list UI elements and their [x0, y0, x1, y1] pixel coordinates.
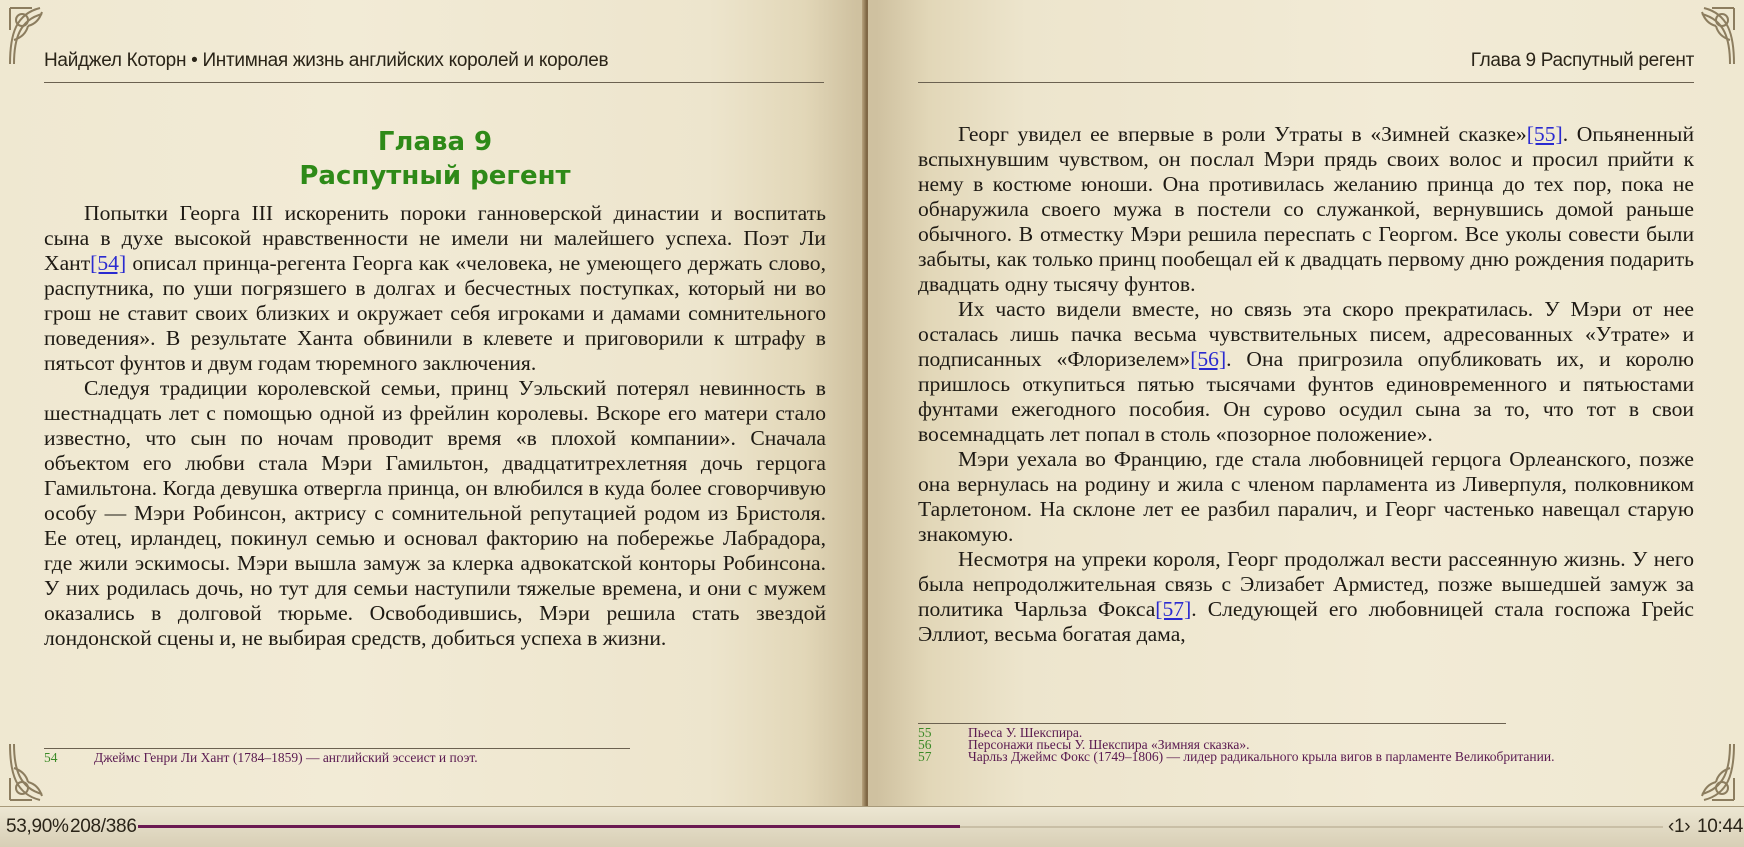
paragraph-text: Их часто видели вместе, но связь эта скоро прекратилась. У Мэри от нее осталась лишь пачка весьма чувствительных писем, адресованных «Утрате» и подписанных «Флоризелем»: [918, 297, 1694, 371]
footnote-text: Джеймс Генри Ли Хант (1784–1859) — английский эссеист и поэт.: [94, 750, 478, 765]
paragraph-text: Георг увидел ее впервые в роли Утраты в «Зимней сказке»: [958, 122, 1527, 146]
left-page[interactable]: [0, 0, 866, 806]
status-bar: [0, 806, 1744, 847]
progress-bar[interactable]: [138, 826, 1663, 828]
paragraph: [44, 201, 826, 376]
footnote-text: Пьеса У. Шекспира.: [968, 725, 1083, 740]
right-page-text: [918, 122, 1694, 647]
chapter-title: Распутный регент: [299, 161, 571, 191]
progress-fill: [138, 825, 960, 828]
running-header-right: Глава 9 Распутный регент: [1470, 50, 1694, 71]
running-header-left: Найджел Которн • Интимная жизнь английских королей и королев: [44, 50, 609, 71]
paragraph-text: . Опьяненный вспыхнувшим чувством, он послал Мэри прядь своих волос и просил прийти к нему в костюме юноши. Она противилась желанию принца до тех пор, пока не обнаружила своего мужа в постели со служанкой, вернувшись домой раньше обычного. В отместку Мэри решила переспать с Георгом. Все уколы совести были забыты, как только принц пообещал ей к двадцать первому дню рождения подарить двадцать одну тысячу фунтов.: [918, 122, 1694, 296]
footnote-link-57[interactable]: [57]: [1155, 597, 1192, 621]
ornament-corner-icon: [1674, 740, 1738, 804]
progress-percent: 53,90%: [6, 816, 69, 837]
footnote-text: Чарльз Джеймс Фокс (1749–1806) — лидер радикального крыла вигов в парламенте Великобритании.: [968, 749, 1555, 764]
footnote-text: Персонажи пьесы У. Шекспира «Зимняя сказка».: [968, 737, 1250, 752]
footnote-rule: [44, 748, 630, 749]
ornament-corner-icon: [6, 740, 70, 804]
footnote-rule: [918, 723, 1506, 724]
footnote-link-54[interactable]: [54]: [90, 251, 127, 275]
paragraph-text: описал принца-регента Георга как «человека, не умеющего держать слово, распутника, по уши погрязшего в долгах и бесчестных поступках, который ни во грош не ставит своих близких и окружает себя игроками и дамами сомнительного поведения». В результате Ханта обвинили в клевете и приговорили к штрафу в пятьсот фунтов и двум годам тюремного заключения.: [44, 251, 826, 375]
left-page-text: [44, 201, 826, 651]
page-indicator[interactable]: ‹1›: [1668, 816, 1691, 837]
chapter-number: Глава 9: [377, 127, 493, 157]
paragraph: [918, 122, 1694, 297]
right-page[interactable]: [868, 0, 1744, 806]
paragraph: [918, 547, 1694, 647]
paragraph-text: Несмотря на упреки короля, Георг продолжал вести рассеянную жизнь. У него была непродолжительная связь с Элизабет Армистед, позже вышедшей замуж за политика Чарльза Фокса: [918, 547, 1694, 621]
paragraph-text: . Следующей его любовницей стала госпожа Грейс Эллиот, весьма богатая дама,: [918, 597, 1694, 646]
clock: 10:44: [1697, 816, 1744, 837]
footnote-number: 56: [918, 737, 932, 752]
paragraph: Мэри уехала во Францию, где стала любовницей герцога Орлеанского, позже она вернулась на родину и жила с членом парламента из Ливерпуля, полковником Тарлетоном. На склоне лет ее разбил паралич, и Георг частенько навещал старую знакомую.: [918, 447, 1694, 546]
footnote-number: 57: [918, 749, 932, 764]
paragraph: Следуя традиции королевской семьи, принц Уэльский потерял невинность в шестнадцать лет с помощью одной из фрейлин королевы. Вскоре его матери стало известно, что сын по ночам проводит время «в плохой компании». Сначала объектом его любви стала Мэри Гамильтон, двадцатитрехлетняя дочь герцога Гамильтона. Когда девушка отвергла принца, он влюбился в куда более сговорчивую особу — Мэри Робинсон, актрису с сомнительной репутацией родом из Бристоля. Ее отец, ирландец, покинул семью и основал факторию на побережье Лабрадора, где жили эскимосы. Мэри вышла замуж за клерка адвокатской конторы Робинсона. У них родилась дочь, но тут для семьи наступили тяжелые времена, и они с мужем оказались в долговой тюрьме. Освободившись, Мэри решила стать звездой лондонской сцены и, не выбирая средств, добиться успеха в жизни.: [44, 376, 826, 650]
footnote-link-55[interactable]: [55]: [1526, 122, 1563, 146]
footnote-link-56[interactable]: [56]: [1190, 347, 1227, 371]
footnote-number: 54: [44, 750, 58, 765]
header-rule: [918, 82, 1694, 83]
paragraph: [918, 297, 1694, 447]
paragraph-text: . Она пригрозила опубликовать их, и королю пришлось откупиться пятью тысячами фунтов единовременного и пятьюстами фунтами ежегодного пособия. Он сурово осудил сына за то, что тот в свои восемнадцать лет попал в столь «позорное положение».: [918, 347, 1694, 446]
page-counter[interactable]: 208/386: [70, 816, 137, 837]
footnote-number: 55: [918, 725, 932, 740]
header-rule: [44, 82, 824, 83]
paragraph-text: Попытки Георга III искоренить пороки ганноверской династии и воспитать сына в духе высокой нравственности не имели ни малейшего успеха. Поэт Ли Хант: [44, 201, 826, 275]
